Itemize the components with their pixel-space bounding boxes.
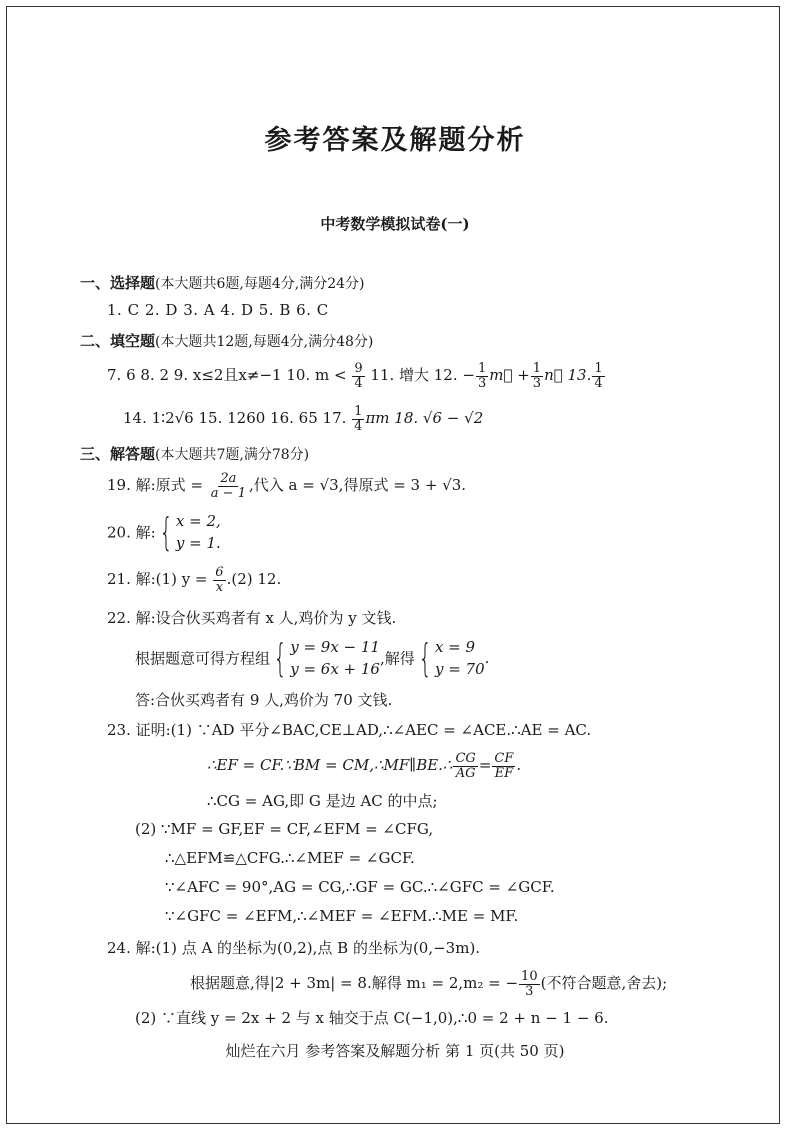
numerator: 1 — [354, 404, 363, 419]
fill-text: 7. 6 8. 2 9. x≤2且x≠−1 10. m < — [107, 366, 347, 385]
q24-line-1: 24. 解:(1) 点 A 的坐标为(0,2),点 B 的坐标为(0,−3m). — [107, 939, 481, 957]
fraction — [519, 970, 540, 998]
denominator: x — [215, 579, 224, 595]
fill-answers-line-2 — [123, 405, 483, 433]
left-brace: { — [273, 636, 287, 680]
numerator: 1 — [532, 361, 542, 376]
q23-line-3: ∴CG = AG,即 G 是边 AC 的中点; — [207, 792, 438, 810]
fill-text: 11. 增大 12. − — [365, 366, 475, 385]
section-choice-heading — [80, 272, 364, 293]
denominator: 3 — [525, 983, 534, 999]
denominator: 3 — [532, 375, 542, 391]
q23-text: ∴EF = CF.∵BM = CM,∴MF∥BE.∴ — [207, 756, 453, 775]
left-brace: { — [418, 636, 432, 680]
q23-line-6: ∵∠AFC = 90°,AG = CG,∴GF = GC.∴∠GFC = ∠GCF. — [165, 878, 555, 896]
denominator: EF — [494, 765, 514, 781]
numerator: 9 — [354, 361, 363, 376]
fraction — [352, 362, 364, 390]
system-row: y = 6x + 16 — [290, 660, 380, 678]
numerator: 2a — [220, 471, 237, 486]
q22-line-3: 答:合伙买鸡者有 9 人,鸡价为 70 文钱. — [135, 691, 393, 709]
choice-answers: 1. C 2. D 3. A 4. D 5. B 6. C — [107, 301, 329, 319]
section-label: 二、填空题 — [80, 332, 156, 350]
page-title: 参考答案及解题分析 — [264, 125, 526, 156]
q22-text: . — [484, 649, 490, 667]
q23-line-4: (2) ∵MF = GF,EF = CF,∠EFM = ∠CFG, — [135, 820, 434, 838]
fraction — [476, 362, 488, 390]
section-fill-heading — [80, 330, 373, 351]
fraction — [531, 362, 543, 390]
q21-solution — [107, 566, 281, 594]
q21-text: .(2) 12. — [226, 570, 282, 589]
q24-text: (不符合题意,舍去); — [540, 974, 668, 993]
fill-text: m⃗ + — [489, 366, 530, 385]
q21-text: 21. 解:(1) y = — [107, 570, 208, 589]
section-label: 一、选择题 — [80, 274, 156, 292]
system-row: x = 9 — [434, 638, 476, 656]
section-label: 三、解答题 — [80, 445, 156, 463]
fill-text: πm 18. √6 − √2 — [365, 409, 484, 428]
q19-text: ,代入 a = √3,得原式 = 3 + √3. — [248, 476, 467, 495]
fraction — [592, 362, 604, 390]
system-row: x = 2, — [175, 512, 221, 530]
q19-solution — [107, 472, 466, 500]
q22-text: ,解得 — [379, 649, 415, 668]
left-brace: { — [159, 510, 173, 554]
q23-line-5: ∴△EFM≌△CFG.∴∠MEF = ∠GCF. — [165, 849, 415, 867]
equation-system — [290, 636, 380, 680]
q22-text: 根据题意可得方程组 — [135, 649, 271, 668]
fill-text: n⃗ 13. — [544, 366, 592, 385]
section-solve-heading — [80, 443, 309, 464]
q23-text: = — [478, 756, 492, 775]
q20-solution — [107, 510, 221, 554]
page-footer: 灿烂在六月 参考答案及解题分析 第 1 页(共 50 页) — [225, 1042, 565, 1060]
system-row: y = 1. — [175, 534, 221, 552]
equation-system — [435, 636, 485, 680]
section-note: (本大题共7题,满分78分) — [155, 447, 310, 463]
q24-text: 根据题意,得|2 + 3m| = 8.解得 m₁ = 2,m₂ = − — [190, 974, 519, 993]
denominator: a − 1 — [210, 485, 246, 501]
section-note: (本大题共6题,每题4分,满分24分) — [155, 276, 365, 292]
denominator: AG — [455, 765, 476, 781]
q24-line-2 — [190, 970, 667, 998]
numerator: CF — [494, 751, 514, 766]
numerator: 1 — [477, 361, 487, 376]
q22-line-2 — [135, 636, 489, 680]
fill-text: 14. 1∶2√6 15. 1260 16. 65 17. — [123, 409, 347, 428]
fraction — [213, 566, 225, 594]
numerator: CG — [455, 751, 476, 766]
fraction — [492, 752, 515, 780]
system-row: y = 70 — [434, 660, 485, 678]
numerator: 10 — [521, 969, 538, 984]
fill-answers-line-1 — [107, 362, 606, 390]
fraction — [352, 405, 364, 433]
numerator: 1 — [594, 361, 603, 376]
q23-line-2 — [207, 752, 521, 780]
fraction — [453, 752, 477, 780]
q23-line-1: 23. 证明:(1) ∵AD 平分∠BAC,CE⊥AD,∴∠AEC = ∠ACE.∴AE = AC. — [107, 721, 592, 739]
denominator: 4 — [354, 375, 363, 391]
q20-text: 20. 解: — [107, 523, 156, 542]
q23-line-7: ∵∠GFC = ∠EFM,∴∠MEF = ∠EFM.∴ME = MF. — [165, 907, 519, 925]
q19-text: 19. 解:原式 = — [107, 476, 204, 495]
denominator: 4 — [354, 418, 363, 434]
q24-line-3: (2) ∵直线 y = 2x + 2 与 x 轴交于点 C(−1,0),∴0 = 2 + n − 1 − 6. — [135, 1009, 609, 1027]
denominator: 4 — [594, 375, 603, 391]
exam-subtitle: 中考数学模拟试卷(一) — [320, 215, 470, 233]
q22-line-1: 22. 解:设合伙买鸡者有 x 人,鸡价为 y 文钱. — [107, 609, 397, 627]
denominator: 3 — [477, 375, 487, 391]
fraction — [209, 472, 248, 500]
numerator: 6 — [215, 565, 224, 580]
section-note: (本大题共12题,每题4分,满分48分) — [155, 334, 374, 350]
q23-text: . — [516, 756, 522, 775]
system-row: y = 9x − 11 — [290, 638, 380, 656]
equation-system — [176, 510, 221, 554]
